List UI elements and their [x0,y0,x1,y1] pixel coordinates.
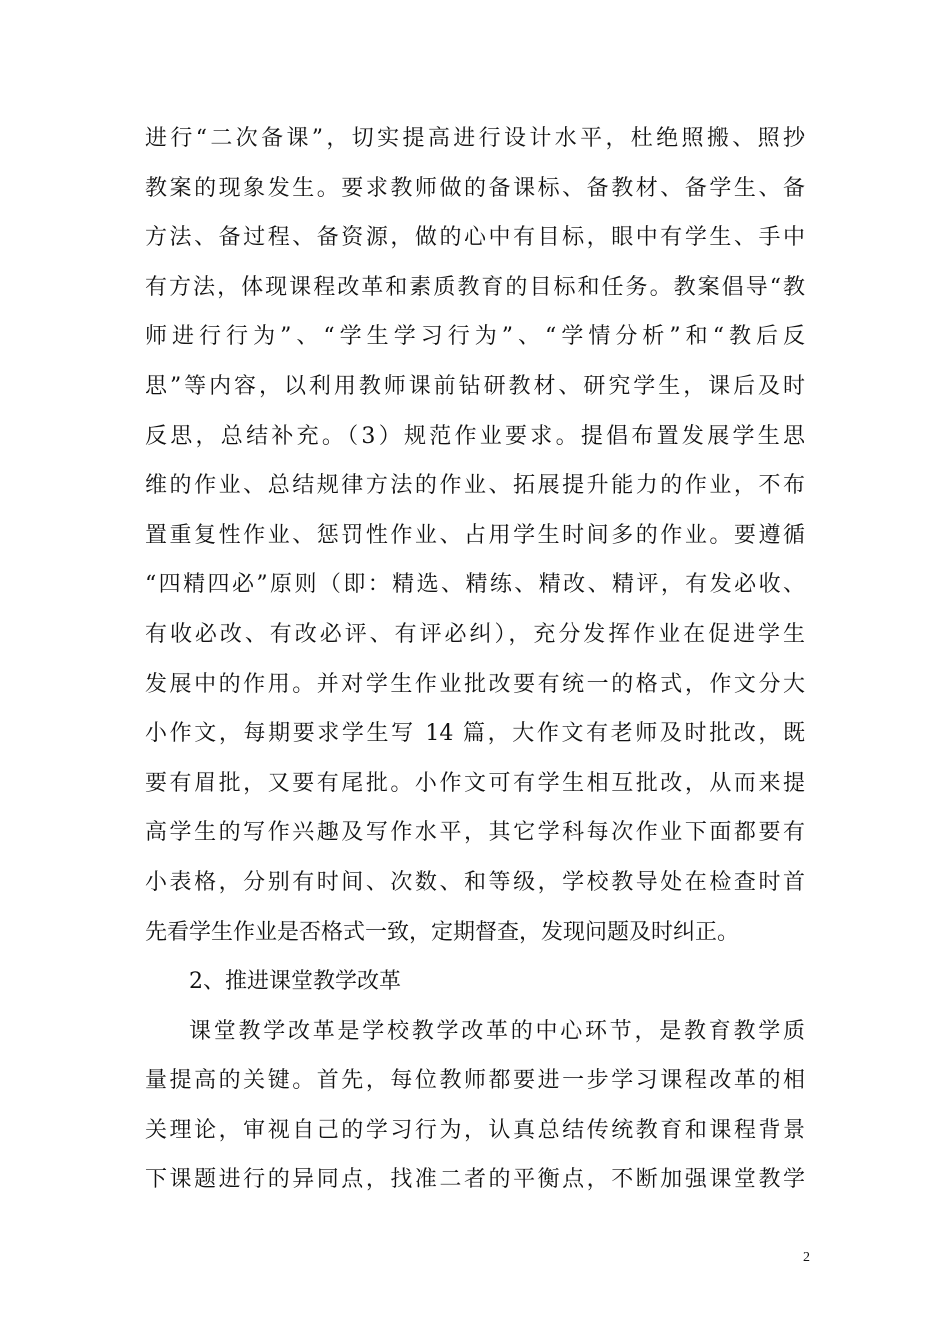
body-line-16: 小表格，分别有时间、次数、和等级，学校教导处在检查时首 [145,869,805,895]
body-line-8: 维的作业、总结规律方法的作业、拓展提升能力的作业，不布 [145,473,805,499]
body-line-9: 置重复性作业、惩罚性作业、占用学生时间多的作业。要遵循 [145,522,805,548]
body-line-14: 要有眉批，又要有尾批。小作文可有学生相互批改，从而来提 [145,770,805,796]
body-line-15: 高学生的写作兴趣及写作水平，其它学科每次作业下面都要有 [145,820,805,846]
page-number: 2 [803,1250,810,1265]
paragraph2-line-1: 课堂教学改革是学校教学改革的中心环节，是教育教学质 [189,1018,805,1044]
body-line-11: 有收必改、有改必评、有评必纠），充分发挥作业在促进学生 [145,621,805,647]
body-line-4: 有方法，体现课程改革和素质教育的目标和任务。教案倡导“教 [145,274,805,300]
body-line-2: 教案的现象发生。要求教师做的备课标、备教材、备学生、备 [145,175,805,201]
body-line-13: 小作文，每期要求学生写 14 篇，大作文有老师及时批改，既 [145,721,805,747]
body-line-12: 发展中的作用。并对学生作业批改要有统一的格式，作文分大 [145,671,805,697]
body-line-17: 先看学生作业是否格式一致，定期督查，发现问题及时纠正。 [145,919,740,945]
body-line-5: 师进行行为”、“学生学习行为”、“学情分析”和“教后反 [145,324,805,350]
paragraph2-line-2: 量提高的关键。首先，每位教师都要进一步学习课程改革的相 [145,1068,805,1094]
body-line-6: 思”等内容，以利用教师课前钻研教材、研究学生，课后及时 [145,373,805,399]
body-line-1: 进行“二次备课”，切实提高进行设计水平，杜绝照搬、照抄 [145,126,805,151]
document-body [145,114,805,1205]
paragraph2-line-3: 关理论，审视自己的学习行为，认真总结传统教育和课程背景 [145,1117,805,1143]
section-heading: 2、推进课堂教学改革 [189,969,401,995]
paragraph2-line-4: 下课题进行的异同点，找准二者的平衡点，不断加强课堂教学 [145,1167,805,1193]
body-line-3: 方法、备过程、备资源，做的心中有目标，眼中有学生、手中 [145,225,805,251]
body-line-10: “四精四必”原则（即：精选、精练、精改、精评，有发必收、 [145,572,805,598]
body-line-7: 反思，总结补充。（3）规范作业要求。提倡布置发展学生思 [145,423,805,449]
